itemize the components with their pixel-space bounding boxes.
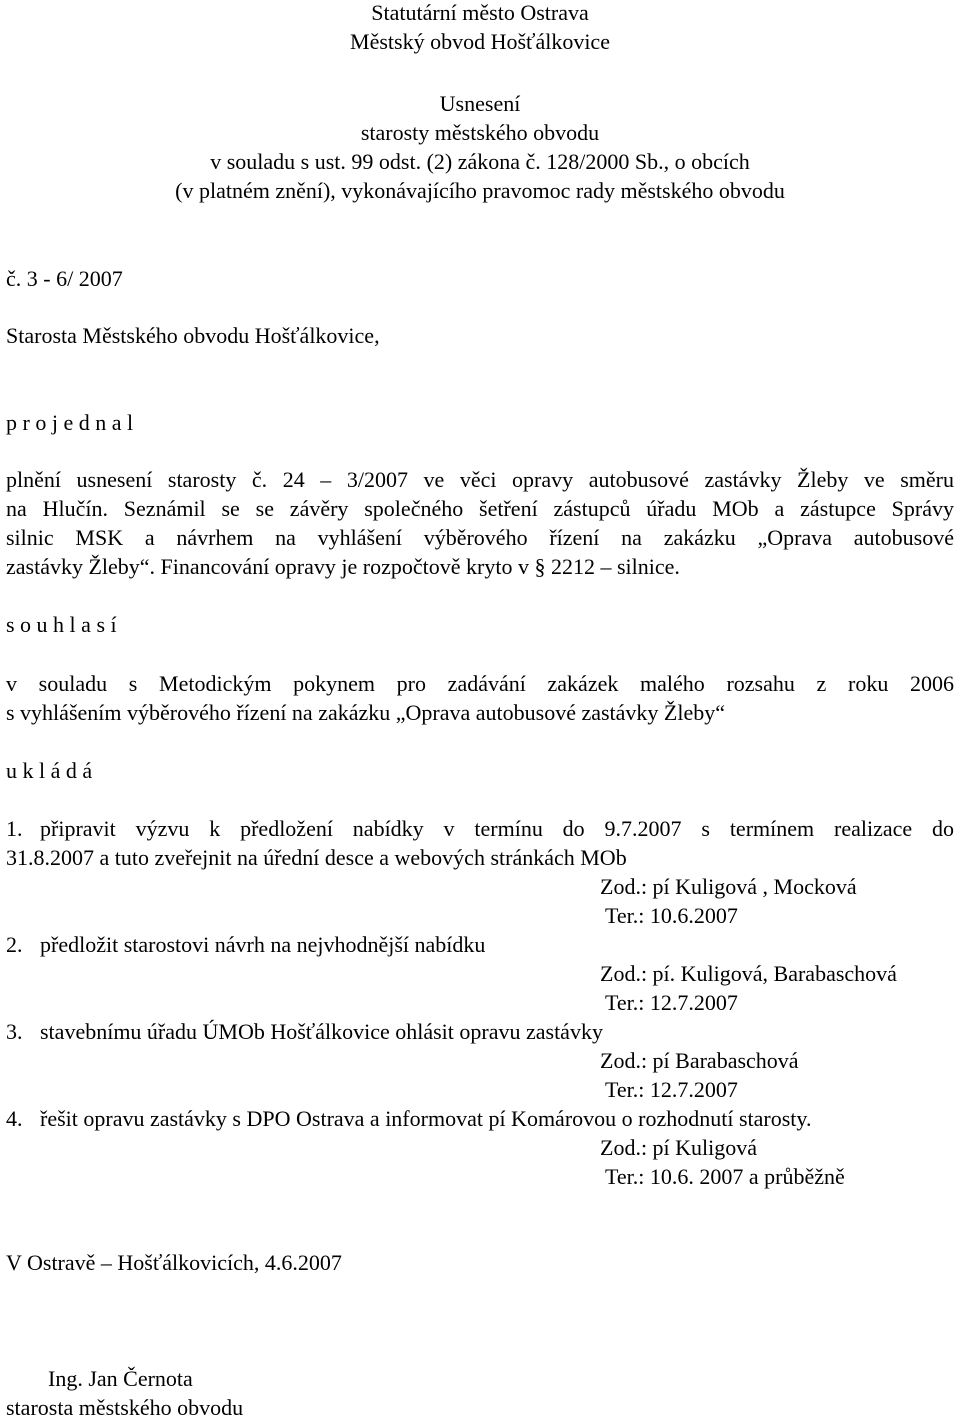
title-legal-basis: v souladu s ust. 99 odst. (2) zákona č. 128/2000 Sb., o obcích	[210, 149, 750, 174]
task-1-text: 1. připravit výzvu k předložení nabídky v termínu do 9.7.2007 s termínem realizace do	[6, 816, 954, 841]
task-2-number: 2.	[6, 932, 23, 957]
title-subtitle: starosty městského obvodu	[360, 120, 600, 145]
place-and-date: V Ostravě – Hošťálkovicích, 4.6.2007	[6, 1250, 342, 1275]
task-3-deadline: Ter.: 12.7.2007	[605, 1077, 738, 1102]
orders-label: u k l á d á	[6, 758, 93, 783]
task-1-responsible: Zod.: pí Kuligová , Mocková	[600, 874, 857, 899]
title-legal-basis-cont: (v platném znění), vykonávajícího pravomoc rady městského obvodu	[175, 178, 785, 203]
discussion-line-4: zastávky Žleby“. Financování opravy je rozpočtově kryto v § 2212 – silnice.	[6, 554, 680, 579]
agrees-label: s o u h l a s í	[6, 612, 117, 637]
mayor-heading: Starosta Městského obvodu Hošťálkovice,	[6, 323, 380, 348]
signatory-role: starosta městského obvodu	[6, 1395, 244, 1420]
task-2-deadline: Ter.: 12.7.2007	[605, 990, 738, 1015]
task-3-text: 3. stavebnímu úřadu ÚMOb Hošťálkovice ohlásit opravu zastávky	[6, 1019, 603, 1044]
agreement-line-1: v souladu s Metodickým pokynem pro zadávání zakázek malého rozsahu z roku 2006	[6, 671, 954, 696]
signatory-name: Ing. Jan Černota	[48, 1366, 193, 1391]
discussion-line-1: plnění usnesení starosty č. 24 – 3/2007 ve věci opravy autobusové zastávky Žleby ve směru	[6, 467, 954, 492]
task-4-deadline: Ter.: 10.6. 2007 a průběžně	[605, 1164, 845, 1189]
task-1-number: 1.	[6, 816, 23, 841]
agreement-line-2: s vyhlášením výběrového řízení na zakázku „Oprava autobusové zastávky Žleby“	[6, 700, 726, 725]
task-1-deadline: Ter.: 10.6.2007	[605, 903, 738, 928]
discussion-line-2: na Hlučín. Seznámil se se závěry společného šetření zástupců úřadu MOb a zástupce Správy	[6, 496, 954, 521]
discussion-line-3: silnic MSK a návrhem na vyhlášení výběrového řízení na zakázku „Oprava autobusové	[6, 525, 954, 550]
resolution-number: č. 3 - 6/ 2007	[6, 266, 123, 291]
task-2-text: 2. předložit starostovi návrh na nejvhodnější nabídku	[6, 932, 486, 957]
task-3-number: 3.	[6, 1019, 23, 1044]
header-city: Statutární město Ostrava	[371, 0, 589, 25]
task-1-text-cont: 31.8.2007 a tuto zveřejnit na úřední desce a webových stránkách MOb	[6, 845, 627, 870]
task-2-responsible: Zod.: pí. Kuligová, Barabaschová	[600, 961, 897, 986]
task-3-responsible: Zod.: pí Barabaschová	[600, 1048, 799, 1073]
document-title: Usnesení	[439, 91, 521, 116]
task-4-number: 4.	[6, 1106, 23, 1131]
task-4-responsible: Zod.: pí Kuligová	[600, 1135, 758, 1160]
discussed-label: p r o j e d n a l	[6, 410, 134, 435]
task-4-text: 4. řešit opravu zastávky s DPO Ostrava a informovat pí Komárovou o rozhodnutí starosty.	[6, 1106, 812, 1131]
header-district: Městský obvod Hošťálkovice	[350, 29, 610, 54]
